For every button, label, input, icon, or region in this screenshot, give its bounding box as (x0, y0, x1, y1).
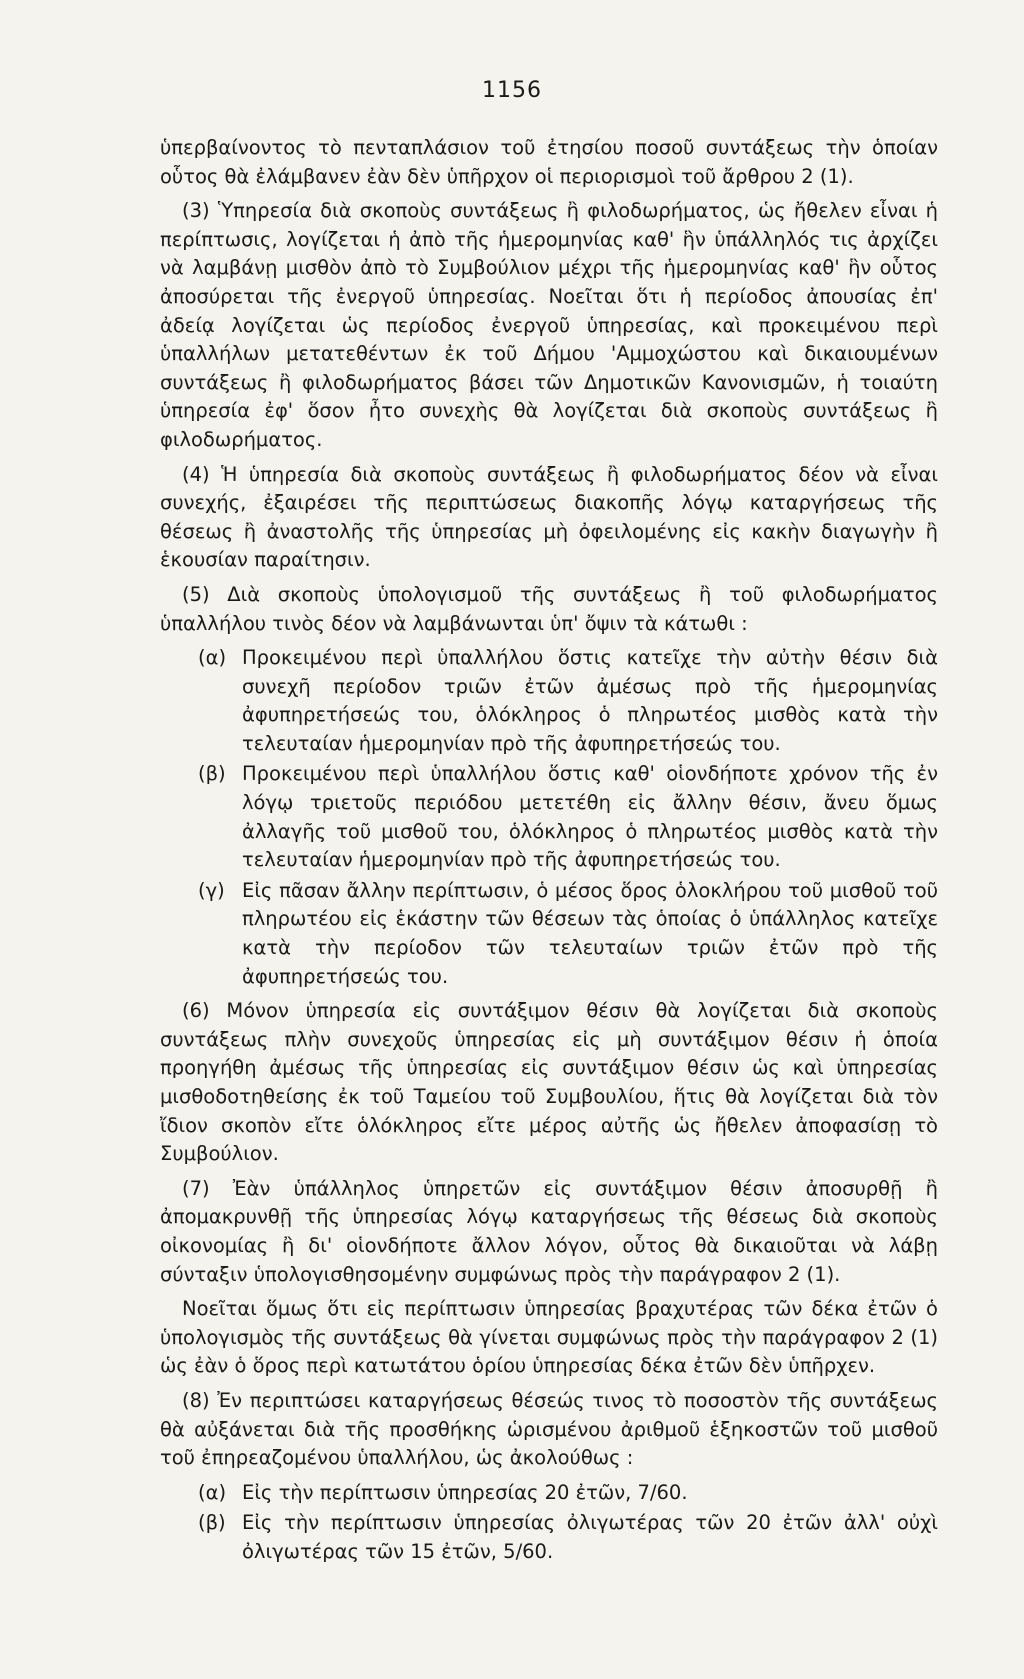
item-text: Προκειμένου περὶ ὑπαλλήλου ὅστις κατεῖχε τὴν αὐτὴν θέσιν διὰ συνεχῆ περίοδον τριῶν ἐτῶν ἀμέσως πρὸ τῆς ἡμερομηνίας ἀφυπηρετήσεώς του, ὁλόκληρος ὁ πληρωτέος μισθὸς κατὰ τὴν τελευταίαν ἡμερομηνίαν πρὸ τῆς ἀφυπηρετήσεώς του. (242, 646, 938, 755)
item-text: Εἰς τὴν περίπτωσιν ὑπηρεσίας 20 ἐτῶν, 7/60. (242, 1480, 688, 1504)
list-item (160, 1479, 938, 1508)
item-marker: (γ) (198, 878, 225, 902)
list-item (160, 760, 938, 874)
paragraph-7-proviso: Νοεῖται ὅμως ὅτι εἰς περίπτωσιν ὑπηρεσίας βραχυτέρας τῶν δέκα ἐτῶν ὁ ὑπολογισμὸς τῆς συντάξεως θὰ γίνεται συμφώνως πρὸς τὴν παράγραφον 2 (1) ὡς ἐὰν ὁ ὅρος περὶ κατωτάτου ὁρίου ὑπηρεσίας δέκα ἐτῶν δὲν ὑπῆρχεν. (160, 1297, 938, 1378)
page-body (160, 134, 938, 1569)
paragraph-6: (6) Μόνον ὑπηρεσία εἰς συντάξιμον θέσιν θὰ λογίζεται διὰ σκοποὺς συντάξεως πλὴν συνεχοῦς ὑπηρεσίας εἰς μὴ συντάξιμον θέσιν ἡ ὁποία προηγήθη ἀμέσως τῆς ὑπηρεσίας εἰς συντάξιμον θέσιν ὡς καὶ ὑπηρεσίας μισθοδοτηθείσης ἐκ τοῦ Ταμείου τοῦ Συμβουλίου, ἥτις θὰ λογίζεται διὰ τὸν ἴδιον σκοπὸν εἴτε ὁλόκληρος εἴτε μέρος αὐτῆς ὡς ἤθελεν ἀποφασίσῃ τὸ Συμβούλιον. (160, 999, 938, 1166)
list-item (160, 877, 938, 991)
list-item (160, 644, 938, 758)
item-text: Προκειμένου περὶ ὑπαλλήλου ὅστις καθ' οἱονδήποτε χρόνον τῆς ἐν λόγῳ τριετοῦς περιόδου μετετέθη εἰς ἄλλην θέσιν, ἄνευ ὅμως ἀλλαγῆς τοῦ μισθοῦ του, ὁλόκληρος ὁ πληρωτέος μισθὸς κατὰ τὴν τελευταίαν ἡμερομηνίαν πρὸ τῆς ἀφυπηρετήσεώς του. (242, 762, 938, 872)
paragraph-5: (5) Διὰ σκοποὺς ὑπολογισμοῦ τῆς συντάξεως ἢ τοῦ φιλοδωρήματος ὑπαλλήλου τινὸς δέον νὰ λαμβάνωνται ὑπ' ὄψιν τὰ κάτωθι : (160, 582, 938, 635)
paragraph-4: (4) Ἡ ὑπηρεσία διὰ σκοποὺς συντάξεως ἢ φιλοδωρήματος δέον νὰ εἶναι συνεχής, ἐξαιρέσει τῆς περιπτώσεως διακοπῆς λόγῳ καταργήσεως τῆς θέσεως ἢ ἀναστολῆς τῆς ὑπηρεσίας μὴ ὀφειλομένης εἰς κακὴν διαγωγὴν ἢ ἑκουσίαν παραίτησιν. (160, 462, 938, 572)
item-marker: (β) (198, 762, 226, 786)
paragraph-7: (7) Ἐὰν ὑπάλληλος ὑπηρετῶν εἰς συντάξιμον θέσιν ἀποσυρθῇ ἢ ἀπομακρυνθῇ τῆς ὑπηρεσίας λόγῳ καταργήσεως τῆς θέσεως διὰ σκοποὺς οἰκονομίας ἢ δι' οἱονδήποτε ἄλλον λόγον, οὗτος θὰ δικαιοῦται νὰ λάβῃ σύνταξιν ὑπολογισθησομένην συμφώνως πρὸς τὴν παράγραφον 2 (1). (160, 1176, 938, 1286)
paragraph-8: (8) Ἐν περιπτώσει καταργήσεως θέσεώς τινος τὸ ποσοστὸν τῆς συντάξεως θὰ αὐξάνεται διὰ τῆς προσθήκης ὡρισμένου ἀριθμοῦ ἑξηκοστῶν τοῦ μισθοῦ τοῦ ἐπηρεαζομένου ὑπαλλήλου, ὡς ἀκολούθως : (160, 1388, 938, 1470)
item-marker: (α) (198, 1480, 227, 1504)
item-text: Εἰς τὴν περίπτωσιν ὑπηρεσίας ὀλιγωτέρας τῶν 20 ἐτῶν ἀλλ' οὐχὶ ὀλιγωτέρας τῶν 15 ἐτῶν, 5/60. (242, 1511, 938, 1563)
paragraph-intro: ὑπερβαίνοντος τὸ πενταπλάσιον τοῦ ἐτησίου ποσοῦ συντάξεως τὴν ὁποίαν οὗτος θὰ ἐλάμβανεν ἐὰν δὲν ὑπῆρχον οἱ περιορισμοὶ τοῦ ἄρθρου 2 (1). (160, 136, 938, 188)
item-marker: (α) (198, 646, 227, 670)
paragraph-3: (3) Ὑπηρεσία διὰ σκοποὺς συντάξεως ἢ φιλοδωρήματος, ὡς ἤθελεν εἶναι ἡ περίπτωσις, λογίζεται ἡ ἀπὸ τῆς ἡμερομηνίας καθ' ἣν ὑπάλληλός τις ἀρχίζει νὰ λαμβάνῃ μισθὸν ἀπὸ τὸ Συμβούλιον μέχρι τῆς ἡμερομηνίας καθ' ἣν οὗτος ἀποσύρεται τῆς ἐνεργοῦ ὑπηρεσίας. Νοεῖται ὅτι ἡ περίοδος ἀπουσίας ἐπ' ἀδείᾳ λογίζεται ὡς περίοδος ἐνεργοῦ ὑπηρεσίας, καὶ προκειμένου περὶ ὑπαλλήλων μετατεθέντων ἐκ τοῦ Δήμου 'Αμμοχώστου καὶ δικαιουμένων συντάξεως ἢ φιλοδωρήματος βάσει τῶν Δημοτικῶν Κανονισμῶν, ἡ τοιαύτη ὑπηρεσία ἐφ' ὅσον ἦτο συνεχὴς θὰ λογίζεται διὰ σκοποὺς συντάξεως ἢ φιλοδωρήματος. (160, 199, 938, 451)
page-number: 1156 (482, 78, 542, 103)
list-item (160, 1509, 938, 1566)
item-text: Εἰς πᾶσαν ἄλλην περίπτωσιν, ὁ μέσος ὅρος ὁλοκλήρου τοῦ μισθοῦ τοῦ πληρωτέου εἰς ἑκάστην τῶν θέσεων τὰς ὁποίας ὁ ὑπάλληλος κατεῖχε κατὰ τὴν περίοδον τῶν τελευταίων τριῶν ἐτῶν πρὸ τῆς ἀφυπηρετήσεώς του. (242, 878, 938, 988)
item-marker: (β) (198, 1511, 226, 1535)
